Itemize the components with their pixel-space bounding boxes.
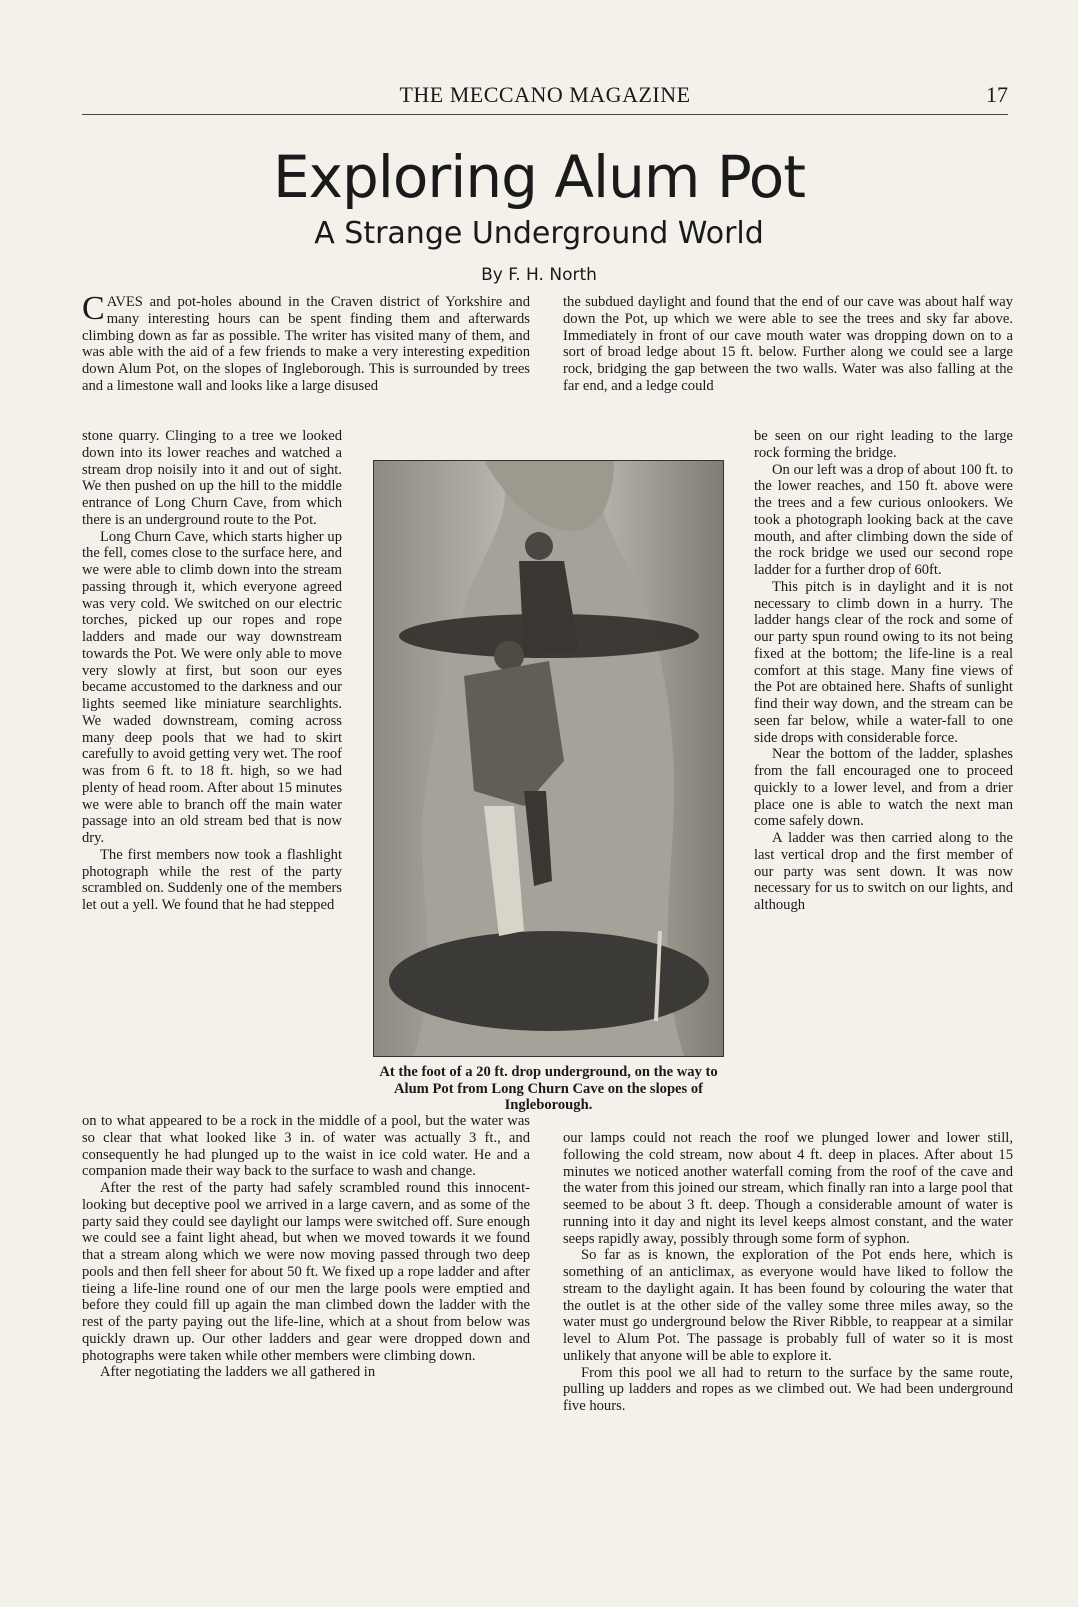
right-column-bottom xyxy=(563,1130,1013,1415)
paragraph: From this pool we all had to return to the surface by the same route, pulling up ladders and ropes as we climbed out. We had been underground five hours. xyxy=(563,1364,1013,1414)
paragraph: on to what appeared to be a rock in the middle of a pool, but the water was so clear that what looked like 3 in. of water was actually 3 ft., and consequently he had plunged up to the waist in ice cold water. He and a companion made their way back to the surface to wash and change. xyxy=(82,1113,530,1180)
left-column-top xyxy=(82,290,530,395)
left-column-bottom xyxy=(82,1113,530,1381)
cave-photograph xyxy=(373,460,724,1057)
paragraph xyxy=(82,290,530,395)
paragraph: Long Churn Cave, which starts higher up the fell, comes close to the surface here, and we were able to climb down into the stream passing through it, which everyone agreed was very cold. We switched on our electric torches, picked up our ropes and rope ladders and made our way downstream towards the Pot. We were only able to move very slowly at first, but soon our eyes became accustomed to the darkness and our lights seemed like miniature searchlights. We waded downstream, coming across many deep pools that we had to skirt carefully to avoid getting very wet. The roof was from 6 ft. to 18 ft. high, so we had plenty of head room. After about 15 minutes we were able to branch off the main water passage into an old stream bed that is now dry. xyxy=(82,528,342,846)
cave-photo-illustration xyxy=(374,461,723,1056)
article-title: Exploring Alum Pot xyxy=(273,143,805,211)
climber-head-top xyxy=(525,532,553,560)
paragraph: be seen on our right leading to the large rock forming the bridge. xyxy=(754,428,1013,461)
paragraph: stone quarry. Clinging to a tree we looked down into its lower reaches and watched a stream drop noisily into it and out of sight. We then pushed on up the hill to the middle entrance of Long Churn Cave, from which there is an underground route to the Pot. xyxy=(82,428,342,528)
paragraph: The first members now took a flashlight photograph while the rest of the party scrambled on. Suddenly one of the members let out a yell. We found that he had stepped xyxy=(82,846,342,913)
paragraph: our lamps could not reach the roof we plunged lower and lower still, following the cold stream, now about 4 ft. deep in places. After about 15 minutes we noticed another waterfall coming from the roof of the cave and the water from this joined our stream, which finally ran into a large pool that seemed to be about 3 ft. deep. Though a considerable amount of water is running into it day and night its level keeps almost constant, and the water seeps rapidly away, possibly through some form of syphon. xyxy=(563,1130,1013,1247)
page-number: 17 xyxy=(986,82,1008,107)
paragraph: A ladder was then carried along to the last vertical drop and the first member of our party was sent down. It was now necessary for us to switch on our lights, and although xyxy=(754,830,1013,913)
photo-caption: At the foot of a 20 ft. drop underground, on the way to Alum Pot from Long Churn Cave on the slopes of Ingleborough. xyxy=(379,1064,718,1113)
paragraph-text: AVES and pot-holes abound in the Craven district of Yorkshire and many interesting hours can be spent finding them and afterwards climbing down as far as possible. The writer has visited many of them, and was able with the aid of a few friends to make a very interesting expedition down Alum Pot, on the slopes of Ingleborough. This is surrounded by trees and a limestone wall and looks like a large disused xyxy=(82,294,530,394)
paragraph: This pitch is in daylight and it is not necessary to climb down in a hurry. The ladder hangs clear of the rock and some of our party spun round owing to its not being fixed at the bottom; the life-line is a real comfort at this stage. Many fine views of the Pot are obtained here. Shafts of sunlight find their way down, and the stream can be seen far below, while a water-fall to one side drops with considerable force. xyxy=(754,578,1013,746)
paragraph: the subdued daylight and found that the end of our cave was about half way down the Pot, up which we were able to see the trees and sky far above. Immediately in front of our cave mouth water was dropping down on to a sort of broad ledge about 15 ft. below. Further along we could see a large rock, bridging the gap between the two walls. Water was also falling at the far end, and a ledge could xyxy=(563,294,1013,394)
right-column-top xyxy=(563,294,1013,395)
article-byline: By F. H. North xyxy=(481,265,597,285)
paragraph: So far as is known, the exploration of the Pot ends here, which is something of an anticlimax, as everyone would have liked to follow the stream to the daylight again. It has been found by colouring the water that the outlet is at the other side of the valley some three miles away, so the water must go underground below the River Ribble, to reappear at a similar level to Alum Pot. The passage is probably full of water so it is most unlikely that anyone will be able to explore it. xyxy=(563,1247,1013,1364)
left-column-narrow xyxy=(82,428,342,914)
paragraph: After negotiating the ladders we all gathered in xyxy=(100,1364,376,1381)
magazine-title: THE MECCANO MAGAZINE xyxy=(399,82,691,107)
paragraph: After the rest of the party had safely scrambled round this innocent-looking but deceptive pool we arrived in a large cavern, and as some of the party said they could see daylight our lamps were switched off. Sure enough we could see a faint light ahead, but when we moved towards it we found that a stream along which we were now moving passed through two deep pools and then fell sheer for about 50 ft. We fixed up a rope ladder and after tieing a life-line round one of our men the large pools were emptied and before they could fill up again the man climbed down the ladder with the rest of the party paying out the life-line, which at a shout from below was quickly drawn up. Our other ladders and gear were dropped down and photographs were taken while other members were climbing down. xyxy=(82,1180,530,1364)
article-subtitle: A Strange Underground World xyxy=(314,216,764,251)
running-header xyxy=(82,80,1008,110)
paragraph: On our left was a drop of about 100 ft. to the lower reaches, and 150 ft. above were the trees and a few curious onlookers. We took a photograph looking back at the cave mouth, and after climbing down the side of the rock bridge we used our second rope ladder for a further drop of 60ft. xyxy=(754,461,1013,578)
paragraph: Near the bottom of the ladder, splashes from the fall encouraged one to proceed quickly to a lower level, and from a drier place one is able to watch the next man come safely down. xyxy=(754,746,1013,830)
right-column-narrow xyxy=(754,428,1013,914)
header-rule xyxy=(82,114,1008,115)
drop-cap: C xyxy=(82,290,105,327)
